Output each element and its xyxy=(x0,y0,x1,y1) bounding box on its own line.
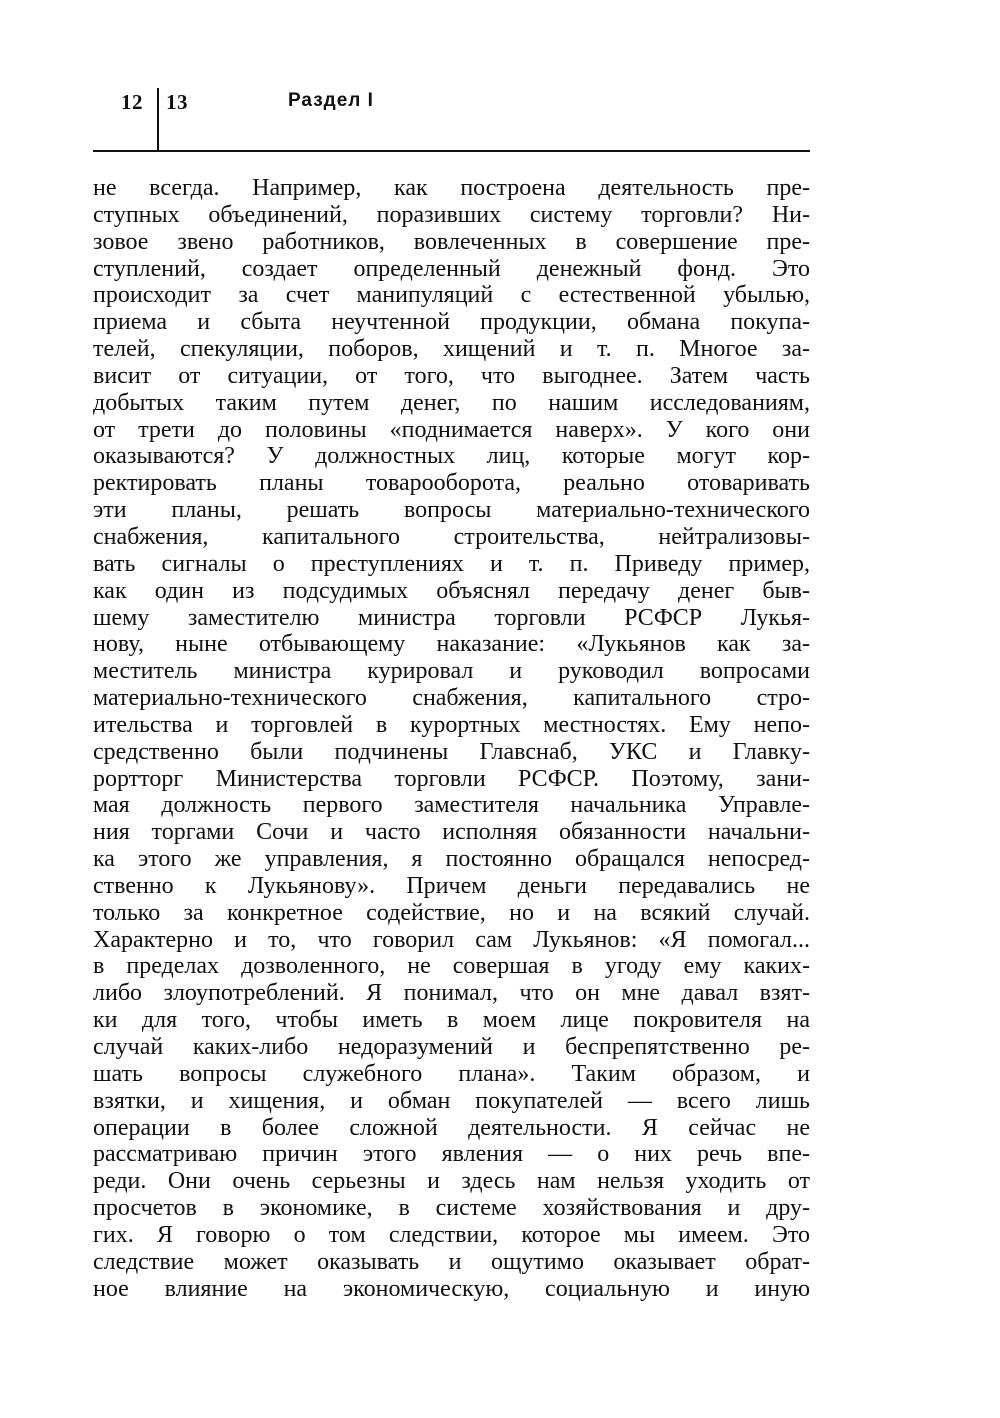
text-line: шать вопросы служебного плана». Таким образом, и xyxy=(93,1060,810,1087)
text-line: зовое звено работников, вовлеченных в совершение пре- xyxy=(93,228,810,255)
text-line: просчетов в экономике, в системе хозяйствования и дру- xyxy=(93,1195,810,1222)
section-title: Раздел I xyxy=(288,90,374,111)
text-line: снабжения, капитального строительства, нейтрализовы- xyxy=(93,523,810,550)
header-rule xyxy=(93,150,810,152)
text-line: материально-технического снабжения, капитального стро- xyxy=(93,685,810,712)
text-line: ное влияние на экономическую, социальную и иную xyxy=(93,1275,810,1302)
text-line: в пределах дозволенного, не совершая в угоду ему каких- xyxy=(93,953,810,980)
text-line: от трети до половины «поднимается наверх». У кого они xyxy=(93,416,810,443)
running-header xyxy=(93,88,810,152)
text-line: происходит за счет манипуляций с естественной убылью, xyxy=(93,282,810,309)
text-line: случай каких-либо недоразумений и беспрепятственно ре- xyxy=(93,1034,810,1060)
text-line: следствие может оказывать и ощутимо оказывает обрат- xyxy=(93,1248,810,1275)
text-line: добытых таким путем денег, по нашим исследованиям, xyxy=(93,389,810,416)
text-line: ступлений, создает определенный денежный фонд. Это xyxy=(93,255,810,282)
text-line: как один из подсудимых объяснял передачу денег быв- xyxy=(93,577,810,604)
text-line: меститель министра курировал и руководил вопросами xyxy=(93,658,810,685)
text-line: рассматриваю причин этого явления — о них речь впе- xyxy=(93,1141,810,1168)
text-line: телей, спекуляции, поборов, хищений и т. п. Многое за- xyxy=(93,336,810,363)
text-line: взятки, и хищения, и обман покупателей — всего лишь xyxy=(93,1087,810,1114)
text-line: вать сигналы о преступлениях и т. п. Приведу пример, xyxy=(93,550,810,577)
text-line: Характерно и то, что говорил сам Лукьянов: «Я помогал... xyxy=(93,926,810,953)
body-text xyxy=(93,175,810,1302)
text-line: реди. Они очень серьезны и здесь нам нельзя уходить от xyxy=(93,1168,810,1195)
text-line: оказываются? У должностных лиц, которые могут кор- xyxy=(93,443,810,470)
text-line: ственно к Лукьянову». Причем деньги передавались не xyxy=(93,872,810,899)
text-line: приема и сбыта неучтенной продукции, обмана покупа- xyxy=(93,309,810,336)
text-line: операции в более сложной деятельности. Я сейчас не xyxy=(93,1114,810,1141)
text-line: мая должность первого заместителя начальника Управле- xyxy=(93,792,810,819)
text-line: эти планы, решать вопросы материально-технического xyxy=(93,497,810,524)
text-line: нову, ныне отбывающему наказание: «Лукьянов как за- xyxy=(93,631,810,658)
text-line: ительства и торговлей в курортных местностях. Ему непо- xyxy=(93,711,810,738)
text-line: ки для того, чтобы иметь в моем лице покровителя на xyxy=(93,1007,810,1034)
text-line: ступных объединений, поразивших систему торговли? Ни- xyxy=(93,201,810,228)
text-line: гих. Я говорю о том следствии, которое мы имеем. Это xyxy=(93,1221,810,1248)
text-line: шему заместителю министра торговли РСФСР Лукья- xyxy=(93,604,810,631)
page-number-separator xyxy=(157,88,159,150)
page-number-left: 12 xyxy=(121,90,143,114)
text-line: рортторг Министерства торговли РСФСР. Поэтому, зани- xyxy=(93,765,810,792)
text-line: ка этого же управления, я постоянно обращался непосред- xyxy=(93,846,810,873)
text-line: либо злоупотреблений. Я понимал, что он мне давал взят- xyxy=(93,980,810,1007)
page-number-right: 13 xyxy=(166,90,188,114)
text-line: не всегда. Например, как построена деятельность пре- xyxy=(93,175,810,201)
text-line: средственно были подчинены Главснаб, УКС и Главку- xyxy=(93,738,810,765)
text-line: ректировать планы товарооборота, реально отоваривать xyxy=(93,470,810,497)
text-line: висит от ситуации, от того, что выгоднее. Затем часть xyxy=(93,362,810,389)
text-line: только за конкретное содействие, но и на всякий случай. xyxy=(93,899,810,926)
text-line: ния торгами Сочи и часто исполняя обязанности начальни- xyxy=(93,819,810,846)
